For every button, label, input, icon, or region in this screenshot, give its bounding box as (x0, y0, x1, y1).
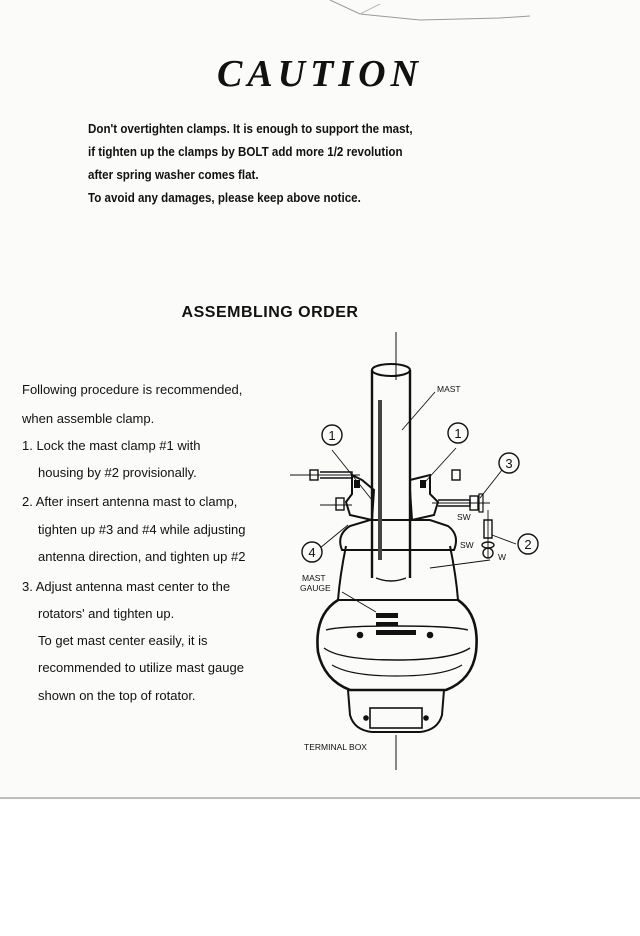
step-line: tighten up #3 and #4 while adjusting (38, 522, 246, 537)
step-line: 2. After insert antenna mast to clamp, (22, 494, 238, 509)
notice-line: after spring washer comes flat. (88, 168, 259, 182)
callout-3: 3 (505, 456, 513, 471)
label-mast: MAST (437, 384, 461, 394)
assembling-heading: ASSEMBLING ORDER (181, 304, 359, 321)
sheet-edge (0, 797, 640, 799)
label-sw-lower: SW (460, 540, 474, 550)
step-line: antenna direction, and tighten up #2 (38, 549, 246, 564)
step-line: To get mast center easily, it is (38, 633, 208, 648)
callout-2: 2 (524, 537, 532, 552)
caution-title: CAUTION (216, 53, 424, 95)
caution-notice (88, 118, 566, 210)
label-w: W (498, 552, 507, 562)
label-sw-upper: SW (457, 512, 471, 522)
notice-line: To avoid any damages, please keep above notice. (88, 191, 361, 205)
notice-line: Don't overtighten clamps. It is enough to support the mast, (88, 122, 413, 136)
label-mast-gauge-1: MAST (302, 573, 326, 583)
step-line: 1. Lock the mast clamp #1 with (22, 438, 201, 453)
callout-1-right: 1 (454, 426, 462, 441)
step-line: 3. Adjust antenna mast center to the (22, 579, 231, 594)
label-terminal-box: TERMINAL BOX (304, 742, 367, 752)
step-line: recommended to utilize mast gauge (38, 660, 244, 675)
notice-line: if tighten up the clamps by BOLT add more 1/2 revolution (88, 145, 403, 159)
callout-4: 4 (308, 545, 316, 560)
torn-corner (0, 0, 640, 40)
label-mast-gauge-2: GAUGE (300, 583, 331, 593)
callout-1-left: 1 (328, 428, 336, 443)
step-line: when assemble clamp. (22, 411, 155, 426)
rotator-diagram (280, 330, 640, 780)
step-line: shown on the top of rotator. (38, 688, 196, 703)
step-line: housing by #2 provisionally. (38, 465, 197, 480)
step-line: rotators' and tighten up. (38, 606, 175, 621)
step-line: Following procedure is recommended, (22, 382, 243, 397)
